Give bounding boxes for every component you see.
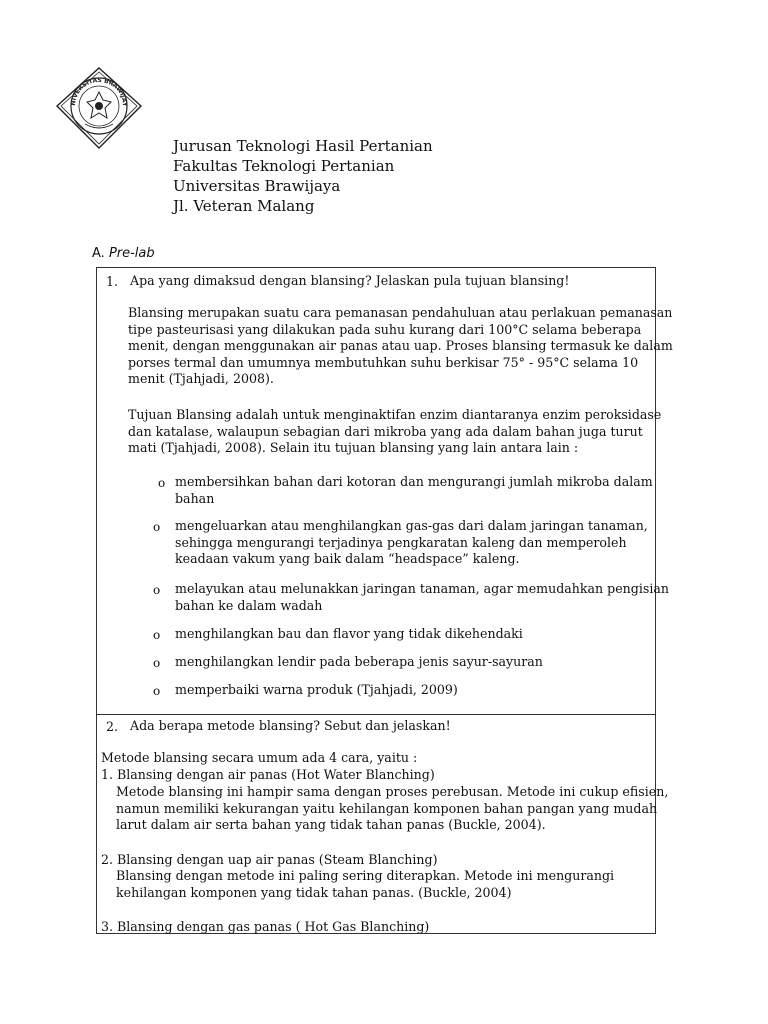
text-line: Tujuan Blansing adalah untuk menginaktifan enzim diantaranya enzim peroksidase [128, 407, 662, 422]
list-item [175, 518, 648, 568]
text-line: kehilangan komponen yang tidak tahan panas. (Buckle, 2004) [116, 884, 512, 900]
section-name: Pre-lab [108, 246, 155, 261]
department-line: Jurusan Teknologi Hasil Pertanian [173, 137, 433, 155]
text-line: porses termal dan umumnya membutuhkan suhu berkisar 75° - 95°C selama 10 [128, 354, 639, 370]
q2-question: Ada berapa metode blansing? Sebut dan jelaskan! [130, 718, 451, 733]
university-logo [55, 66, 143, 150]
text-line: larut dalam air serta bahan yang tidak tahan panas (Buckle, 2004). [116, 817, 546, 832]
text-line: bahan ke dalam wadah [175, 597, 323, 613]
section-letter: A. [92, 246, 105, 261]
method-title: 3. Blansing dengan gas panas ( Hot Gas Blanching) [101, 919, 430, 934]
faculty-line: Fakultas Teknologi Pertanian [173, 157, 395, 175]
text-line: Blansing dengan metode ini paling sering diterapkan. Metode ini mengurangi [116, 868, 615, 883]
q2-number: 2. [106, 719, 119, 734]
text-line: melayukan atau melunakkan jaringan tanaman, agar memudahkan pengisian [175, 581, 669, 596]
text-line: membersihkan bahan dari kotoran dan mengurangi jumlah mikroba dalam [175, 474, 653, 489]
method-description [116, 868, 614, 901]
svg-text:UNIVERSITAS BRAWIJAYA: NIVERSITAS BRAWIJAY [69, 76, 129, 107]
q1-number: 1. [106, 274, 119, 289]
text-line: menit (Tjahjadi, 2008). [128, 371, 274, 386]
text-line: bahan [175, 490, 215, 506]
section-title [92, 246, 155, 261]
bullet-icon: o [153, 583, 161, 597]
bullet-icon: o [153, 628, 161, 642]
text-line: mengeluarkan atau menghilangkan gas-gas dari dalam jaringan tanaman, [175, 518, 648, 533]
institution-header [173, 136, 433, 216]
list-item [175, 682, 458, 699]
university-seal-icon [55, 66, 143, 150]
q2-intro: Metode blansing secara umum ada 4 cara, yaitu : [101, 750, 418, 765]
list-item [175, 626, 523, 643]
text-line: mati (Tjahjadi, 2008). Selain itu tujuan blansing yang lain antara lain : [128, 440, 579, 455]
method-description [116, 784, 668, 834]
list-item [175, 474, 653, 507]
text-line: Blansing merupakan suatu cara pemanasan pendahuluan atau perlakuan pemanasan [128, 305, 673, 320]
row-divider [96, 714, 656, 715]
q1-paragraph-1 [128, 305, 673, 388]
text-line: tipe pasteurisasi yang dilakukan pada suhu kurang dari 100°C selama beberapa [128, 321, 642, 337]
method-title: 2. Blansing dengan uap air panas (Steam Blanching) [101, 852, 438, 867]
text-line: namun memiliki kekurangan yaitu kehilangan komponen bahan pangan yang mudah [116, 800, 658, 816]
list-item [175, 654, 543, 671]
text-line: Metode blansing ini hampir sama dengan proses perebusan. Metode ini cukup efisien, [116, 784, 669, 799]
q1-question: Apa yang dimaksud dengan blansing? Jelaskan pula tujuan blansing! [130, 273, 570, 288]
text-line: menit, dengan menggunakan air panas atau uap. Proses blansing termasuk ke dalam [128, 338, 673, 353]
list-item [175, 581, 669, 614]
text-line: menghilangkan bau dan flavor yang tidak dikehendaki [175, 626, 523, 641]
method-title: 1. Blansing dengan air panas (Hot Water Blanching) [101, 767, 435, 782]
bullet-icon: o [153, 520, 161, 534]
text-line: keadaan vakum yang baik dalam “headspace” kaleng. [175, 551, 520, 566]
address-line: Jl. Veteran Malang [173, 197, 315, 215]
text-line: memperbaiki warna produk (Tjahjadi, 2009) [175, 682, 458, 697]
bullet-icon: o [158, 476, 166, 490]
q1-paragraph-2 [128, 407, 661, 457]
bullet-icon: o [153, 684, 161, 698]
university-line: Universitas Brawijaya [173, 177, 341, 195]
bullet-icon: o [153, 656, 161, 670]
text-line: menghilangkan lendir pada beberapa jenis sayur-sayuran [175, 654, 543, 669]
text-line: dan katalase, walaupun sebagian dari mikroba yang ada dalam bahan juga turut [128, 423, 643, 439]
text-line: sehingga mengurangi terjadinya pengkaratan kaleng dan memperoleh [175, 534, 627, 550]
